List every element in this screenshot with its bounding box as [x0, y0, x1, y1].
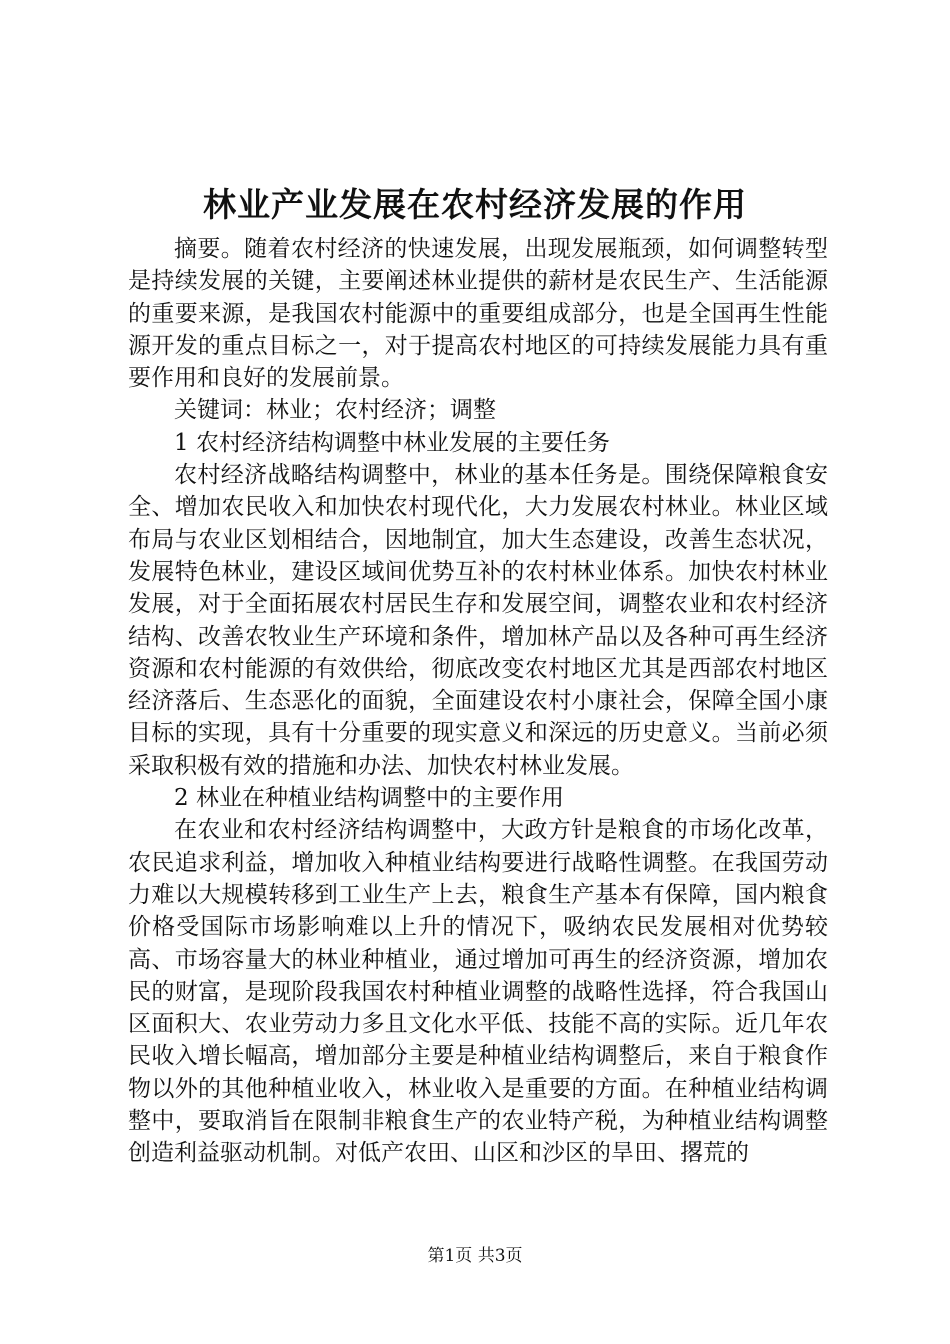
section-1-paragraph: 农村经济战略结构调整中，林业的基本任务是。围绕保障粮食安全、增加农民收入和加快农村现代化，大力发展农村林业。林业区域布局与农业区划相结合，因地制宜，加大生态建设，改善生态状况，发展特色林业，建设区域间优势互补的农村林业体系。加快农村林业发展，对于全面拓展农村居民生存和发展空间，调整农业和农村经济结构、改善农牧业生产环境和条件，增加林产品以及各种可再生经济资源和农村能源的有效供给，彻底改变农村地区尤其是西部农村地区经济落后、生态恶化的面貌，全面建设农村小康社会，保障全国小康目标的实现，具有十分重要的现实意义和深远的历史意义。当前必须采取积极有效的措施和办法、加快农村林业发展。 — [128, 462, 828, 779]
section-2-heading: 2 林业在种植业结构调整中的主要作用 — [174, 785, 564, 812]
page-number-footer: 第1页 共3页 — [427, 1246, 523, 1266]
keywords-line: 关键词：林业；农村经济；调整 — [174, 397, 496, 424]
document-body — [128, 233, 828, 1170]
section-1-heading: 1 农村经济结构调整中林业发展的主要任务 — [174, 429, 610, 456]
abstract-paragraph: 摘要。随着农村经济的快速发展，出现发展瓶颈，如何调整转型是持续发展的关键，主要阐述林业提供的薪材是农民生产、生活能源的重要来源，是我国农村能源中的重要组成部分，也是全国再生性能源开发的重点目标之一，对于提高农村地区的可持续发展能力具有重要作用和良好的发展前景。 — [128, 236, 828, 392]
document-title: 林业产业发展在农村经济发展的作用 — [203, 185, 747, 224]
section-2-paragraph: 在农业和农村经济结构调整中，大政方针是粮食的市场化改革，农民追求利益，增加收入种植业结构要进行战略性调整。在我国劳动力难以大规模转移到工业生产上去，粮食生产基本有保障，国内粮食价格受国际市场影响难以上升的情况下，吸纳农民发展相对优势较高、市场容量大的林业种植业，通过增加可再生的经济资源，增加农民的财富，是现阶段我国农村种植业调整的战略性选择，符合我国山区面积大、农业劳动力多且文化水平低、技能不高的实际。近几年农民收入增长幅高，增加部分主要是种植业结构调整后，来自于粮食作物以外的其他种植业收入，林业收入是重要的方面。在种植业结构调整中，要取消旨在限制非粮食生产的农业特产税，为种植业结构调整创造利益驱动机制。对低产农田、山区和沙区的旱田、撂荒的 — [128, 817, 828, 1167]
